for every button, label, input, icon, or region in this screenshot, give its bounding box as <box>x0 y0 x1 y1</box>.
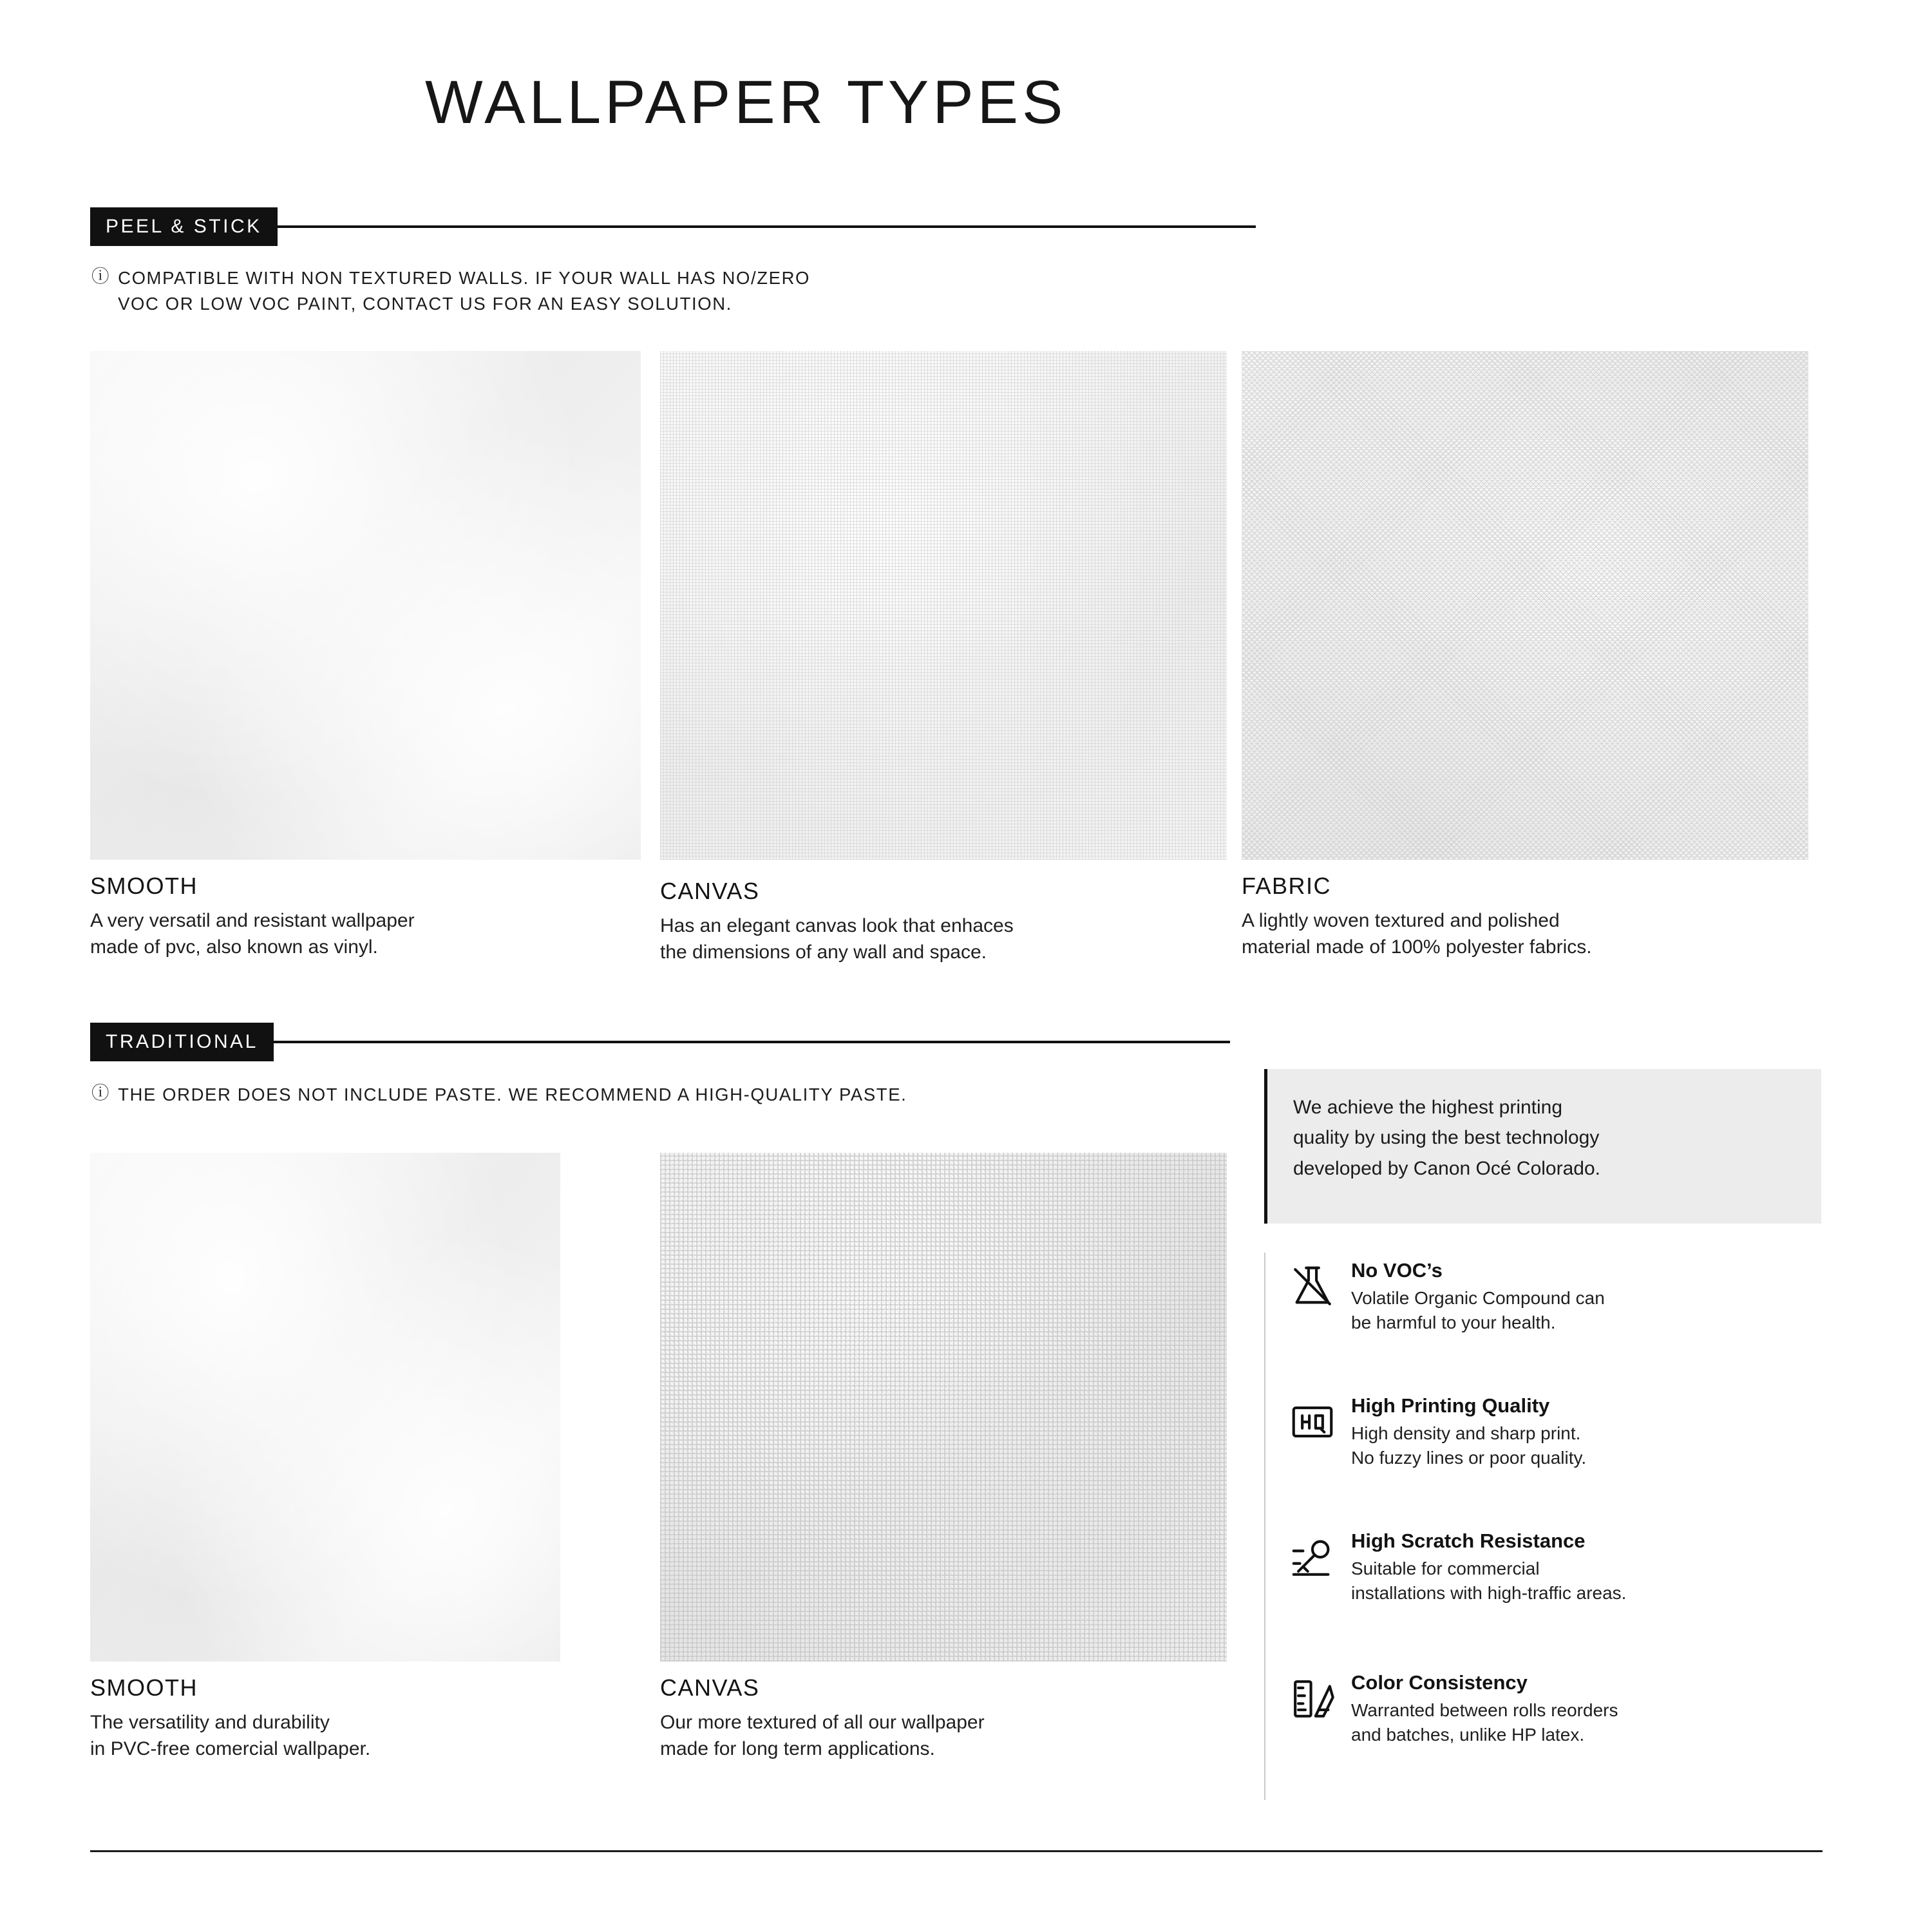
feature-title: No VOC’s <box>1351 1259 1443 1282</box>
feature-body-line-2: be harmful to your health. <box>1351 1312 1556 1332</box>
feature-body <box>1351 1557 1626 1605</box>
feature-body-line-2: and batches, unlike HP latex. <box>1351 1724 1585 1745</box>
caption-peel-fabric <box>1242 873 1821 961</box>
feature-high-scratch-resistance <box>1282 1530 1816 1605</box>
hq-badge-icon <box>1282 1394 1343 1447</box>
swatch-peel-canvas <box>660 351 1227 860</box>
traditional-note <box>91 1082 1225 1108</box>
footer-rule <box>90 1850 1823 1852</box>
feature-body-line-2: installations with high-traffic areas. <box>1351 1582 1627 1603</box>
swatch-peel-fabric <box>1242 351 1808 860</box>
section-tag-traditional: TRADITIONAL <box>90 1023 274 1061</box>
section-header-traditional <box>90 1023 1230 1061</box>
caption-desc-line-1: The versatility and durability <box>90 1712 330 1733</box>
feature-high-printing-quality <box>1282 1394 1816 1470</box>
feature-body <box>1351 1421 1586 1470</box>
feature-body-line-1: High density and sharp print. <box>1351 1423 1581 1443</box>
quote-line-1: We achieve the highest printing <box>1293 1097 1563 1118</box>
caption-traditional-smooth <box>90 1674 625 1763</box>
caption-title: CANVAS <box>660 878 760 904</box>
feature-body-line-1: Volatile Organic Compound can <box>1351 1288 1605 1308</box>
caption-desc <box>90 907 638 961</box>
caption-desc-line-2: the dimensions of any wall and space. <box>660 942 987 963</box>
feature-title: High Scratch Resistance <box>1351 1530 1586 1552</box>
caption-desc <box>660 1709 1240 1763</box>
feature-body-line-1: Warranted between rolls reorders <box>1351 1700 1618 1720</box>
feature-no-voc <box>1282 1259 1816 1335</box>
peel-and-stick-note-text <box>118 265 810 317</box>
quote-line-3: developed by Canon Océ Colorado. <box>1293 1157 1600 1179</box>
caption-title: FABRIC <box>1242 873 1332 899</box>
caption-desc-line-2: made of pvc, also known as vinyl. <box>90 936 378 958</box>
caption-desc <box>1242 907 1821 961</box>
feature-title: High Printing Quality <box>1351 1394 1550 1417</box>
caption-title: SMOOTH <box>90 873 198 899</box>
feature-text <box>1343 1530 1626 1605</box>
quote-line-2: quality by using the best technology <box>1293 1127 1600 1149</box>
note-line-1: COMPATIBLE WITH NON TEXTURED WALLS. IF YOUR WALL HAS NO/ZERO <box>118 268 811 288</box>
peel-and-stick-note <box>91 265 1186 317</box>
traditional-note-text: THE ORDER DOES NOT INCLUDE PASTE. WE RECOMMEND A HIGH-QUALITY PASTE. <box>118 1084 907 1104</box>
caption-desc <box>660 913 1227 966</box>
feature-body-line-2: No fuzzy lines or poor quality. <box>1351 1447 1587 1468</box>
feature-text <box>1343 1259 1605 1335</box>
no-voc-flask-icon <box>1282 1259 1343 1312</box>
caption-desc-line-2: made for long term applications. <box>660 1738 935 1760</box>
section-rule <box>274 1041 1230 1043</box>
feature-body <box>1351 1286 1605 1335</box>
feature-title: Color Consistency <box>1351 1671 1528 1694</box>
quote-box <box>1267 1069 1821 1224</box>
feature-color-consistency <box>1282 1671 1816 1747</box>
section-rule <box>278 225 1256 228</box>
caption-traditional-canvas <box>660 1674 1240 1763</box>
swatch-traditional-canvas <box>660 1153 1227 1662</box>
sidebar-divider <box>1264 1253 1265 1800</box>
note-line-2: VOC OR LOW VOC PAINT, CONTACT US FOR AN EASY SOLUTION. <box>118 293 732 314</box>
caption-desc <box>90 1709 625 1763</box>
caption-desc-line-1: A very versatil and resistant wallpaper <box>90 910 415 931</box>
caption-desc-line-1: A lightly woven textured and polished <box>1242 910 1560 931</box>
caption-peel-canvas <box>660 878 1227 966</box>
page-title: WALLPAPER TYPES <box>425 68 1067 137</box>
info-icon: ⓘ <box>91 266 111 286</box>
scratch-resistance-key-icon <box>1282 1530 1343 1582</box>
caption-peel-smooth <box>90 873 638 961</box>
caption-desc-line-1: Has an elegant canvas look that enhaces <box>660 915 1014 936</box>
swatch-traditional-smooth <box>90 1153 560 1662</box>
caption-desc-line-1: Our more textured of all our wallpaper <box>660 1712 985 1733</box>
caption-desc-line-2: material made of 100% polyester fabrics. <box>1242 936 1592 958</box>
feature-body <box>1351 1698 1618 1747</box>
feature-body-line-1: Suitable for commercial <box>1351 1558 1540 1578</box>
section-tag-peel-and-stick: PEEL & STICK <box>90 207 278 246</box>
swatch-peel-smooth <box>90 351 641 860</box>
color-consistency-swatch-icon <box>1282 1671 1343 1724</box>
caption-desc-line-2: in PVC-free comercial wallpaper. <box>90 1738 371 1760</box>
info-icon: ⓘ <box>91 1083 111 1103</box>
caption-title: SMOOTH <box>90 1674 198 1701</box>
caption-title: CANVAS <box>660 1674 760 1701</box>
feature-text <box>1343 1671 1618 1747</box>
section-header-peel-and-stick <box>90 207 1256 246</box>
feature-text <box>1343 1394 1586 1470</box>
